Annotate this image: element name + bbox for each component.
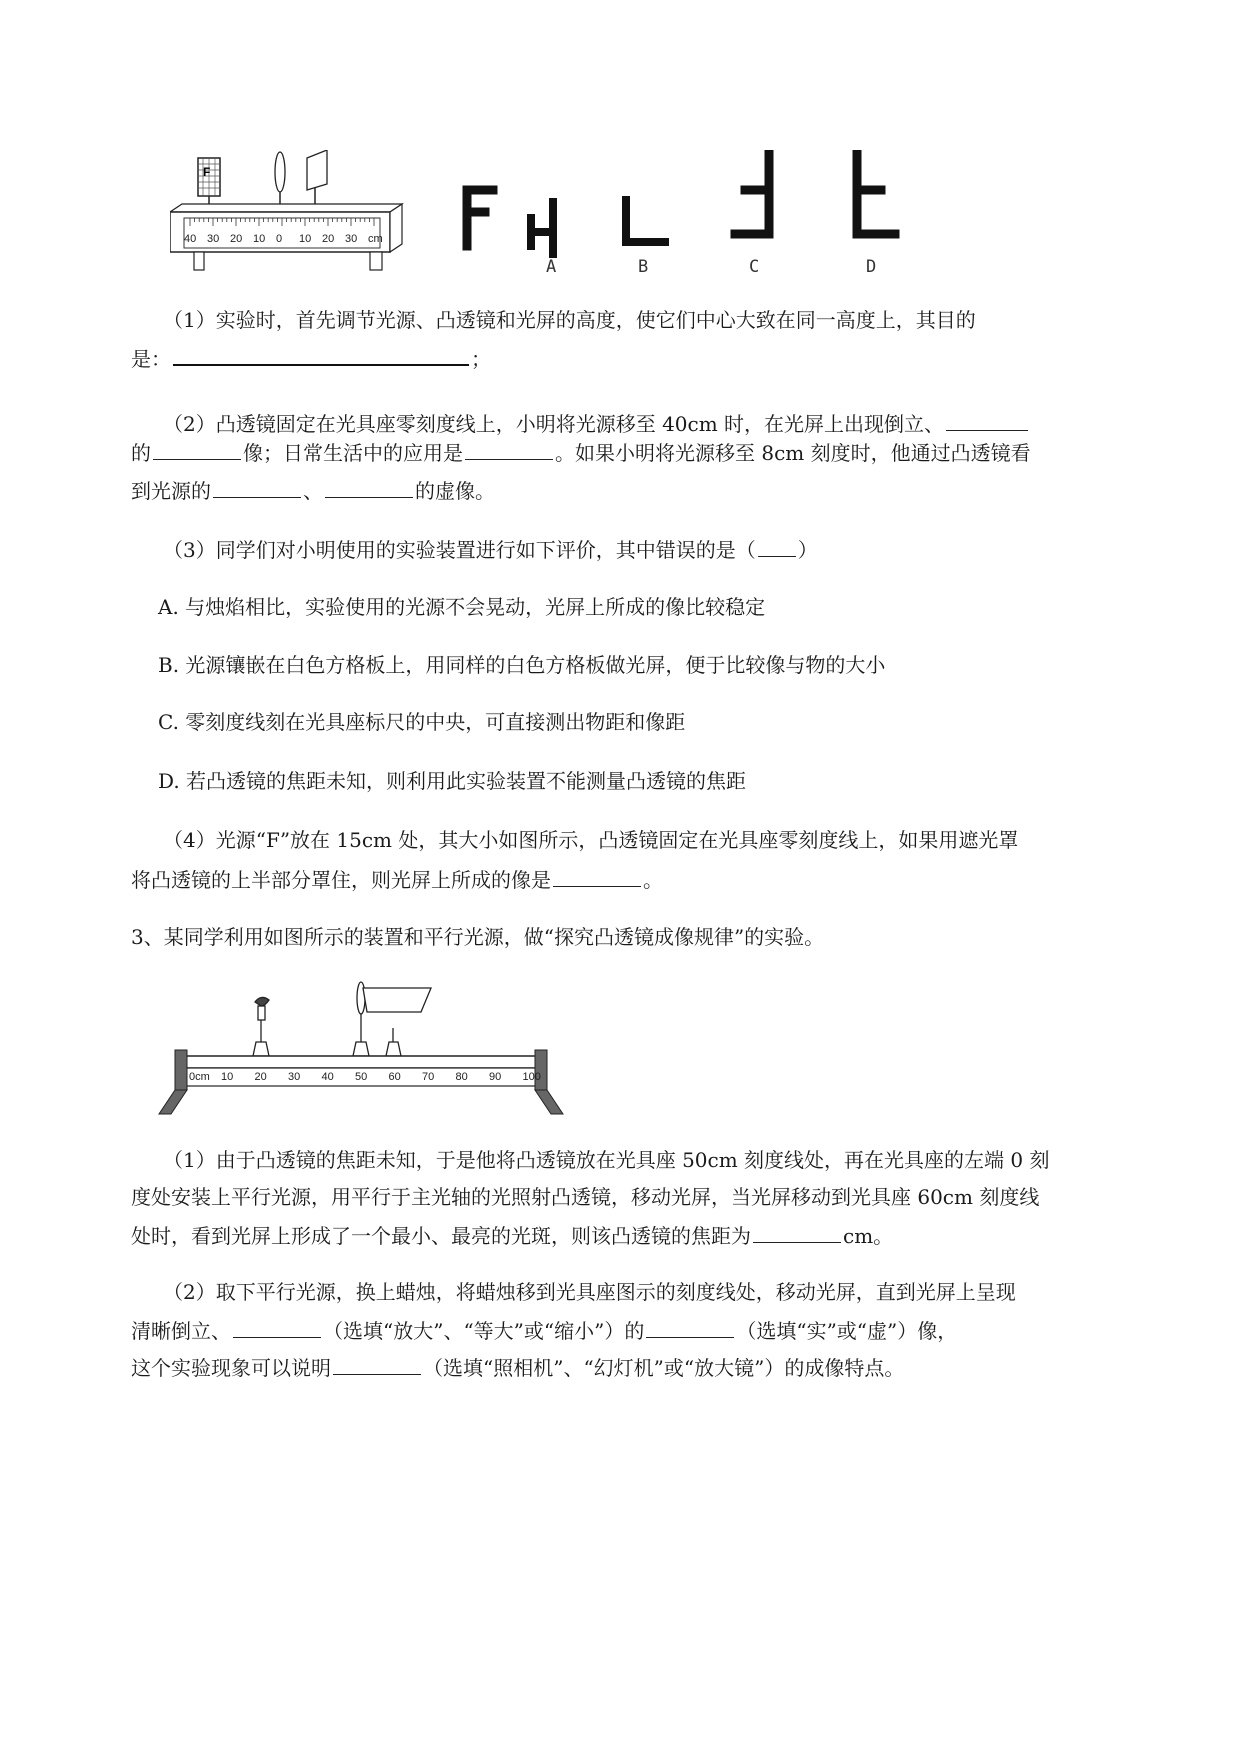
q3-option-c[interactable]: C. 零刻度线刻在光具座标尺的中央，可直接测出物距和像距 xyxy=(158,710,686,734)
option-label-a: A xyxy=(546,257,557,277)
p3-q1-line-2: 度处安装上平行光源，用平行于主光轴的光照射凸透镜，移动光屏，当光屏移动到光具座 60cm 刻度线 xyxy=(131,1185,1040,1209)
q3-answer-blank[interactable] xyxy=(758,534,796,557)
p3-q2-line-3: 这个实验现象可以说明 （选填“照相机”、“幻灯机”或“放大镜”）的成像特点。 xyxy=(131,1352,904,1382)
optical-bench-figure-2 xyxy=(155,972,575,1122)
option-label-c: C xyxy=(749,257,760,277)
q2-blank-5[interactable] xyxy=(325,475,413,498)
focal-length-blank[interactable] xyxy=(753,1220,841,1243)
ruler-tick-label: 10 xyxy=(253,233,266,245)
ruler-tick-label: 40 xyxy=(184,233,197,245)
bench-tick-label: 70 xyxy=(422,1071,435,1083)
option-a-image xyxy=(531,202,553,254)
bench-tick-label: 20 xyxy=(254,1071,267,1083)
bench-tick-label: 10 xyxy=(221,1071,234,1083)
ruler-tick-label: cm xyxy=(368,233,383,245)
bench-tick-label: 80 xyxy=(455,1071,468,1083)
p3-q2-line-1: （2）取下平行光源，换上蜡烛，将蜡烛移到光具座图示的刻度线处，移动光屏，直到光屏上呈现 xyxy=(163,1280,1016,1304)
candle-holder xyxy=(253,997,269,1056)
q2-line-1: （2）凸透镜固定在光具座零刻度线上，小明将光源移至 40cm 时，在光屏上出现倒立、 xyxy=(163,408,1030,438)
q2-blank-2[interactable] xyxy=(153,437,241,460)
q1-line-1: （1）实验时，首先调节光源、凸透镜和光屏的高度，使它们中心大致在同一高度上，其目的 xyxy=(163,308,976,332)
q4-answer-blank[interactable] xyxy=(553,864,641,887)
q3-option-a[interactable]: A. 与烛焰相比，实验使用的光源不会晃动，光屏上所成的像比较稳定 xyxy=(158,595,766,619)
convex-lens xyxy=(275,152,285,208)
p3-q2-line-2: 清晰倒立、 （选填“放大”、“等大”或“缩小”）的 （选填“实”或“虚”）像， xyxy=(131,1315,957,1345)
grid-light-source xyxy=(198,158,220,208)
bench-tick-label: 60 xyxy=(388,1071,401,1083)
optical-bench-figure-1 xyxy=(170,150,460,310)
bench-tick-label: 30 xyxy=(288,1071,301,1083)
q2-blank-3[interactable] xyxy=(465,437,553,460)
option-label-d: D xyxy=(866,257,877,277)
option-b-image xyxy=(626,200,665,242)
bench-tick-label: 50 xyxy=(355,1071,368,1083)
ruler-tick-label: 20 xyxy=(322,233,335,245)
ruler-tick-label: 10 xyxy=(299,233,312,245)
q1-line-2: 是： ； xyxy=(131,342,491,373)
p3-blank-real-virtual[interactable] xyxy=(646,1315,734,1338)
q2-blank-1[interactable] xyxy=(946,408,1028,431)
p3-q1-line-3: 处时，看到光屏上形成了一个最小、最亮的光斑，则该凸透镜的焦距为 cm。 xyxy=(131,1220,893,1250)
letter-images-figure xyxy=(455,150,1015,310)
problem3-title: 3、某同学利用如图所示的装置和平行光源，做“探究凸透镜成像规律”的实验。 xyxy=(131,925,825,949)
q2-line-2: 的 像；日常生活中的应用是 。如果小明将光源移至 8cm 刻度时，他通过凸透镜看 xyxy=(131,437,1031,467)
option-label-b: B xyxy=(638,257,649,277)
option-d-image xyxy=(857,154,895,234)
q4-line-1: （4）光源“F”放在 15cm 处，其大小如图所示，凸透镜固定在光具座零刻度线上，如果用遮光罩 xyxy=(163,828,1019,852)
ruler-tick-label: 0 xyxy=(276,233,283,245)
p3-q1-line-1: （1）由于凸透镜的焦距未知，于是他将凸透镜放在光具座 50cm 刻度线处，再在光具座的左端 0 刻 xyxy=(163,1148,1050,1172)
q1-answer-blank[interactable] xyxy=(173,342,469,366)
bench-tick-label: 90 xyxy=(489,1071,502,1083)
ruler-tick-label: 20 xyxy=(230,233,243,245)
option-c-image xyxy=(735,154,769,234)
light-screen xyxy=(307,150,327,208)
p3-blank-size[interactable] xyxy=(233,1315,321,1338)
p3-blank-device[interactable] xyxy=(333,1352,421,1375)
light-screen-2 xyxy=(363,988,431,1056)
q4-line-2: 将凸透镜的上半部分罩住，则光屏上所成的像是 。 xyxy=(131,864,663,894)
q2-line-3: 到光源的 、 的虚像。 xyxy=(131,475,495,505)
bench-tick-label: 0cm xyxy=(189,1071,210,1083)
q2-blank-4[interactable] xyxy=(213,475,301,498)
letter-f-object xyxy=(467,190,493,246)
ruler-tick-label: 30 xyxy=(345,233,358,245)
svg-text:F: F xyxy=(203,165,211,179)
bench-tick-label: 40 xyxy=(321,1071,334,1083)
q3-option-b[interactable]: B. 光源镶嵌在白色方格板上，用同样的白色方格板做光屏，便于比较像与物的大小 xyxy=(158,653,886,677)
q3-option-d[interactable]: D. 若凸透镜的焦距未知，则利用此实验装置不能测量凸透镜的焦距 xyxy=(158,769,747,793)
q3-stem: （3）同学们对小明使用的实验装置进行如下评价，其中错误的是（ ） xyxy=(163,534,818,564)
ruler-tick-label: 30 xyxy=(207,233,220,245)
bench-tick-label: 100 xyxy=(522,1071,541,1083)
